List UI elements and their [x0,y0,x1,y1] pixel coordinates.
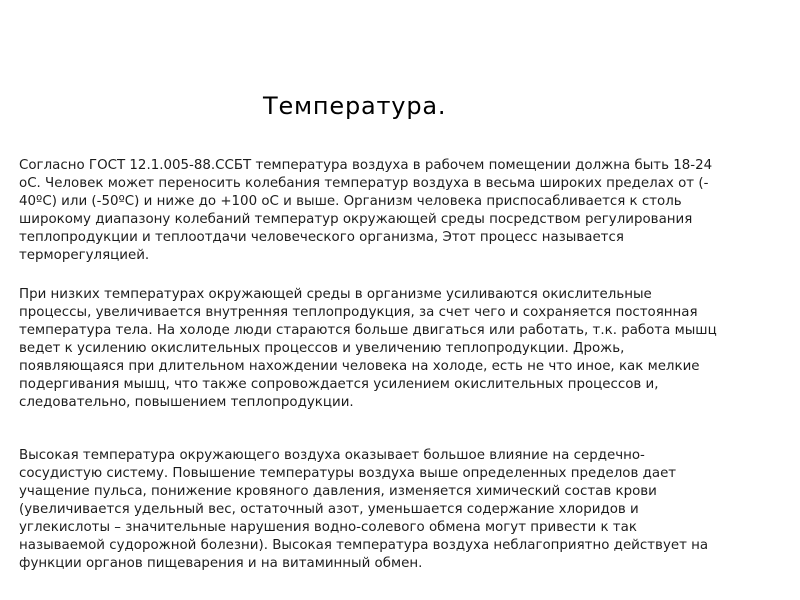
text-line: (увеличивается удельный вес, остаточный азот, уменьшается содержание хлоридов и [19,502,639,517]
text-line: терморегуляцией. [19,248,150,263]
text-line: учащение пульса, понижение кровяного давления, изменяется химический состав крови [19,484,657,499]
text-line: называемой судорожной болезни). Высокая температура воздуха неблагоприятно действует на [19,538,709,553]
text-line: появляющаяся при длительном нахождении человека на холоде, есть не что иное, как мелкие [19,359,700,374]
text-line: При низких температурах окружающей среды в организме усиливаются окислительные [19,287,652,302]
text-line: ведет к усилению окислительных процессов и увеличению теплопродукции. Дрожь, [19,341,625,356]
text-line: теплопродукции и теплоотдачи человеческого организма, Этот процесс называется [19,230,624,245]
text-line: 40ºС) или (-50ºС) и ниже до +100 оС и выше. Организм человека приспосабливается к столь [19,194,682,209]
text-line: сосудистую систему. Повышение температуры воздуха выше определенных пределов дает [19,466,677,481]
paragraph-gost-norms [19,157,800,265]
text-line: подергивания мышц, что также сопровождается усилением окислительных процессов и, [19,377,659,392]
text-line: оС. Человек может переносить колебания температур воздуха в весьма широких пределах от (- [19,176,709,191]
paragraph-low-temperatures [19,286,800,412]
text-line: углекислоты – значительные нарушения водно-солевого обмена могут привести к так [19,520,637,535]
text-line: температура тела. На холоде люди стараются больше двигаться или работать, т.к. работа мышц [19,323,717,338]
text-line: Высокая температура окружающего воздуха оказывает большое влияние на сердечно- [19,448,645,463]
text-line: функции органов пищеварения и на витаминный обмен. [19,556,423,571]
paragraph-high-temperatures [19,447,800,573]
text-line: процессы, увеличивается внутренняя теплопродукция, за счет чего и сохраняется постоянная [19,305,698,320]
text-line: широкому диапазону колебаний температур окружающей среды посредством регулирования [19,212,693,227]
text-line: следовательно, повышением теплопродукции. [19,395,354,410]
slide-title: Температура. [263,92,447,120]
text-line: Согласно ГОСТ 12.1.005-88.ССБТ температура воздуха в рабочем помещении должна быть 18-24 [19,158,713,173]
